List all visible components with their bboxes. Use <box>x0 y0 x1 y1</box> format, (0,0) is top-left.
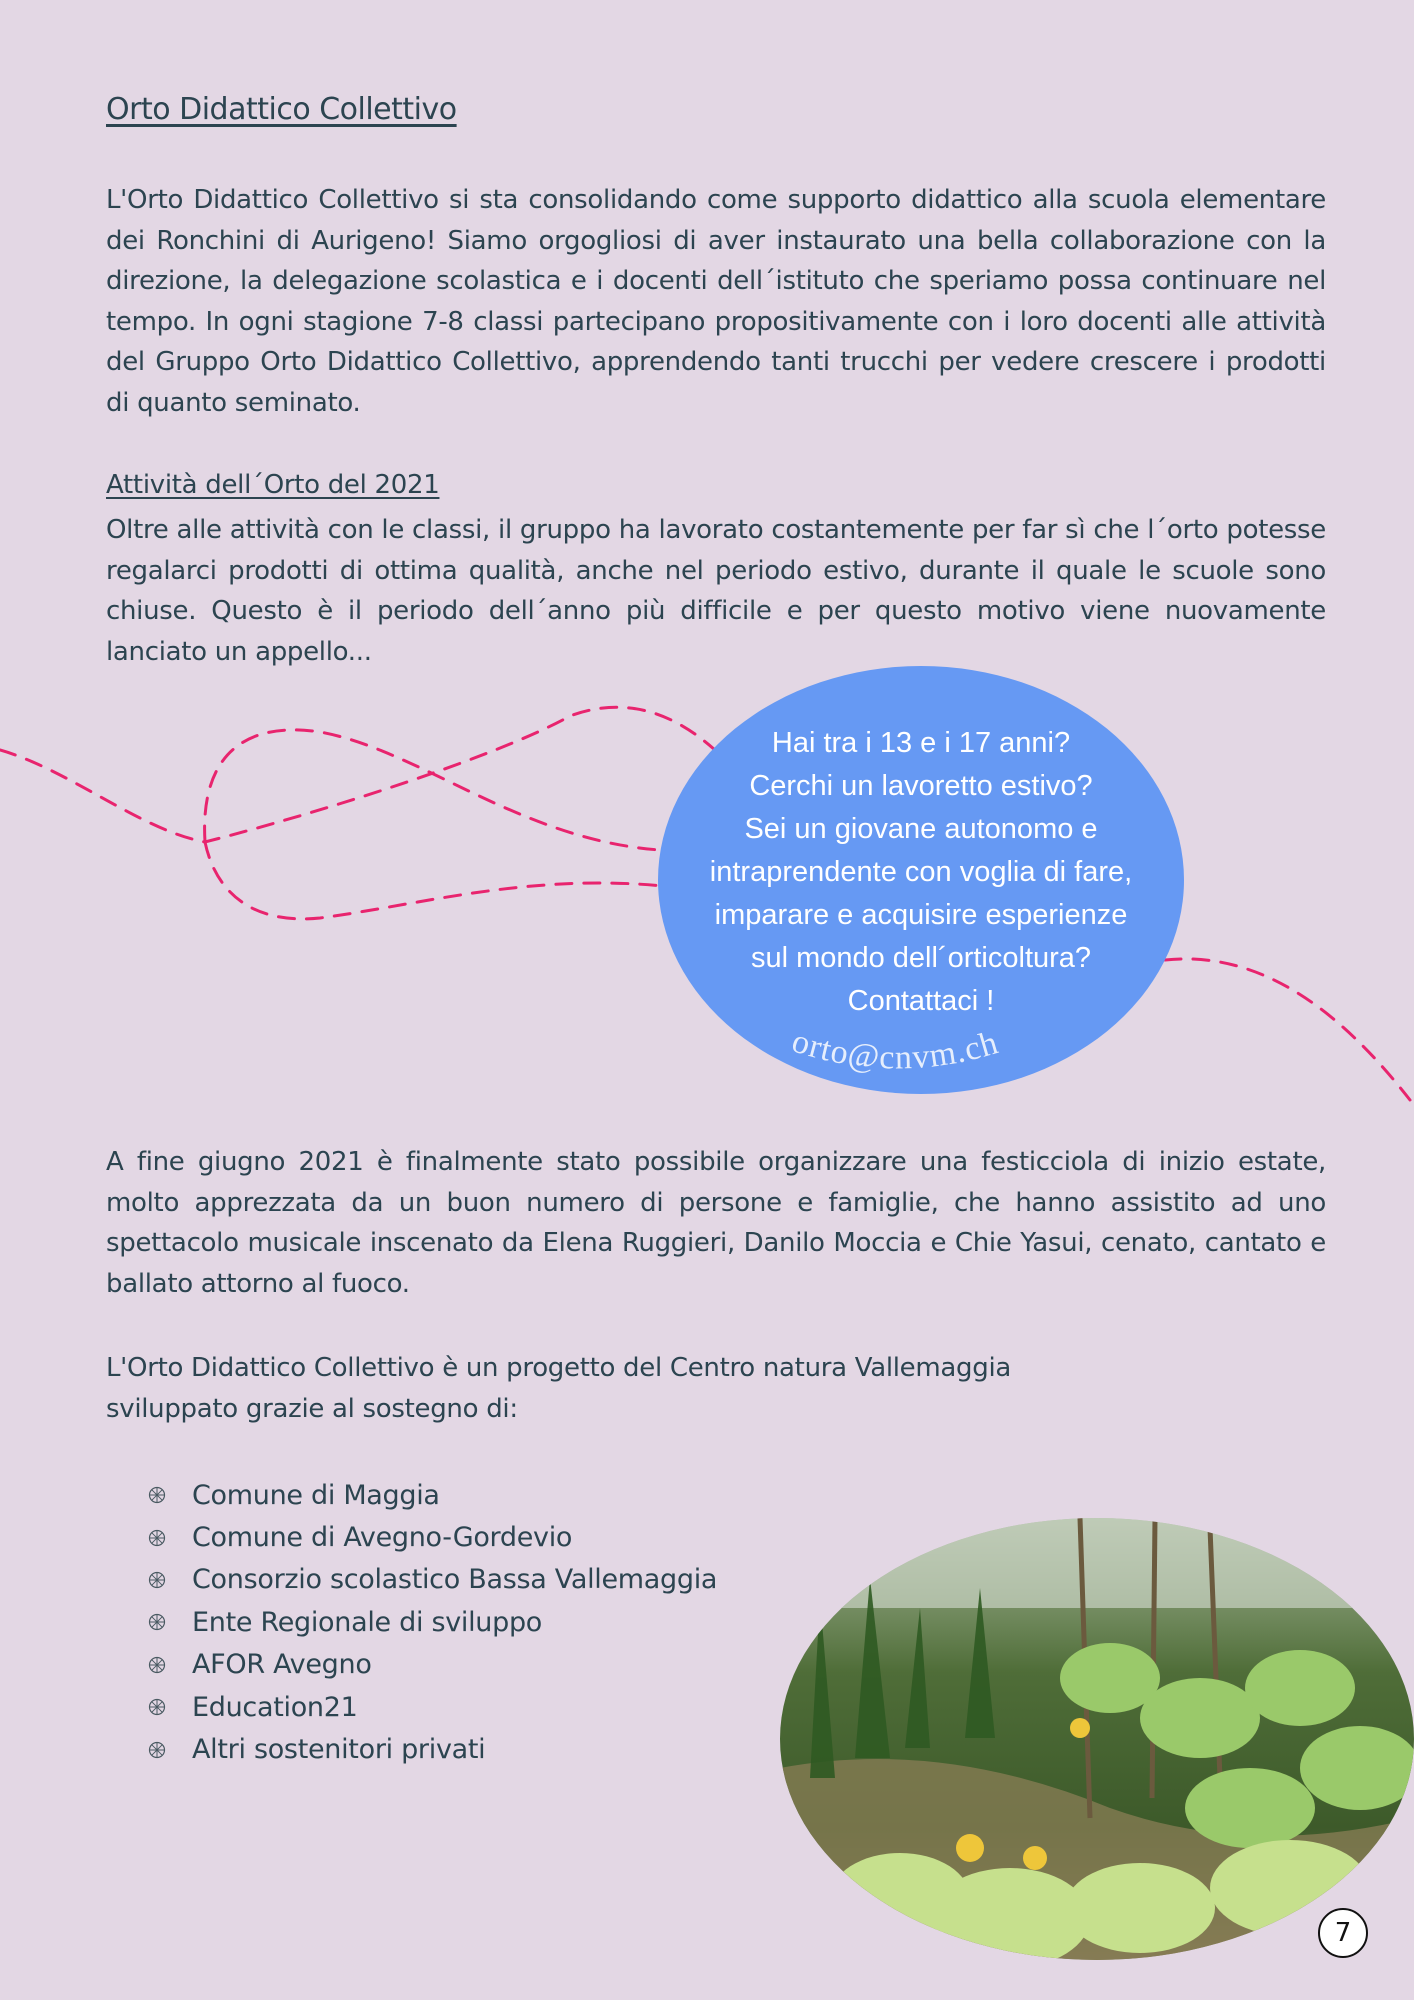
flower-bullet-icon <box>148 1656 192 1674</box>
flower-bullet-icon <box>148 1698 192 1716</box>
section-title: Attività dell´Orto del 2021 <box>106 470 440 500</box>
supporter-name: Ente Regionale di sviluppo <box>192 1606 543 1638</box>
garden-photo <box>780 1518 1414 1960</box>
contact-email[interactable]: orto@cnvm.ch <box>787 1022 1003 1077</box>
list-item <box>148 1728 717 1770</box>
supporter-name: Comune di Avegno-Gordevio <box>192 1522 573 1554</box>
bubble-line: Contattaci ! <box>847 985 995 1017</box>
list-item <box>148 1516 717 1558</box>
list-item <box>148 1474 717 1516</box>
project-line-2: sviluppato grazie al sostegno di: <box>106 1393 518 1424</box>
supporter-name: AFOR Avegno <box>192 1649 372 1681</box>
supporter-name: Altri sostenitori privati <box>192 1734 486 1766</box>
supporter-name: Comune di Maggia <box>192 1479 440 1511</box>
list-item <box>148 1559 717 1601</box>
section-paragraph: Oltre alle attività con le classi, il gruppo ha lavorato costantemente per far sì che l´orto potesse regalarci prodotti di ottima qualità, anche nel periodo estivo, durante il quale le scuole sono chiuse. Questo è il periodo dell´anno più difficile e per questo motivo viene nuovamente lanciato un appello... <box>106 515 1326 667</box>
bubble-line: sul mondo dell´orticoltura? <box>750 942 1092 974</box>
flower-bullet-icon <box>148 1613 192 1631</box>
supporter-name: Education21 <box>192 1691 358 1723</box>
list-item <box>148 1601 717 1643</box>
flower-bullet-icon <box>148 1486 192 1504</box>
flower-bullet-icon <box>148 1571 192 1589</box>
event-paragraph: A fine giugno 2021 è finalmente stato possibile organizzare una festicciola di inizio estate, molto apprezzata da un buon numero di persone e famiglie, che hanno assistito ad uno spettacolo musicale inscenato da Elena Ruggieri, Danilo Moccia e Chie Yasui, cenato, cantato e ballato attorno al fuoco. <box>106 1147 1326 1299</box>
svg-text:orto@cnvm.ch <box>788 1022 1003 1076</box>
intro-paragraph: L'Orto Didattico Collettivo si sta consolidando come supporto didattico alla scuola elementare dei Ronchini di Aurigeno! Siamo orgogliosi di aver instaurato una bella collaborazione con la direzione, la delegazione scolastica e i docenti dell´istituto che speriamo possa continuare nel tempo. In ogni stagione 7-8 classi partecipano propositivamente con i loro docenti alle attività del Gruppo Orto Didattico Collettivo, apprendendo tanti trucchi per vedere crescere i prodotti di quanto seminato. <box>106 185 1326 418</box>
bubble-line: Cerchi un lavoretto estivo? <box>749 770 1093 802</box>
list-item <box>148 1686 717 1728</box>
bubble-line: Hai tra i 13 e i 17 anni? <box>771 727 1071 759</box>
supporters-list <box>148 1474 717 1771</box>
flower-bullet-icon <box>148 1741 192 1759</box>
bubble-line: Sei un giovane autonomo e <box>744 813 1098 845</box>
flower-bullet-icon <box>148 1529 192 1547</box>
contact-email-arc[interactable] <box>770 1010 1070 1100</box>
page-number: 7 <box>1318 1908 1368 1958</box>
bubble-line: imparare e acquisire esperienze <box>714 899 1128 931</box>
job-offer-text <box>658 722 1184 1023</box>
project-paragraph <box>106 1348 1206 1429</box>
bubble-line: intraprendente con voglia di fare, <box>709 856 1133 888</box>
page-title: Orto Didattico Collettivo <box>106 92 457 127</box>
list-item <box>148 1644 717 1686</box>
project-line-1: L'Orto Didattico Collettivo è un progetto del Centro natura Vallemaggia <box>106 1353 1012 1383</box>
supporter-name: Consorzio scolastico Bassa Vallemaggia <box>192 1564 718 1596</box>
